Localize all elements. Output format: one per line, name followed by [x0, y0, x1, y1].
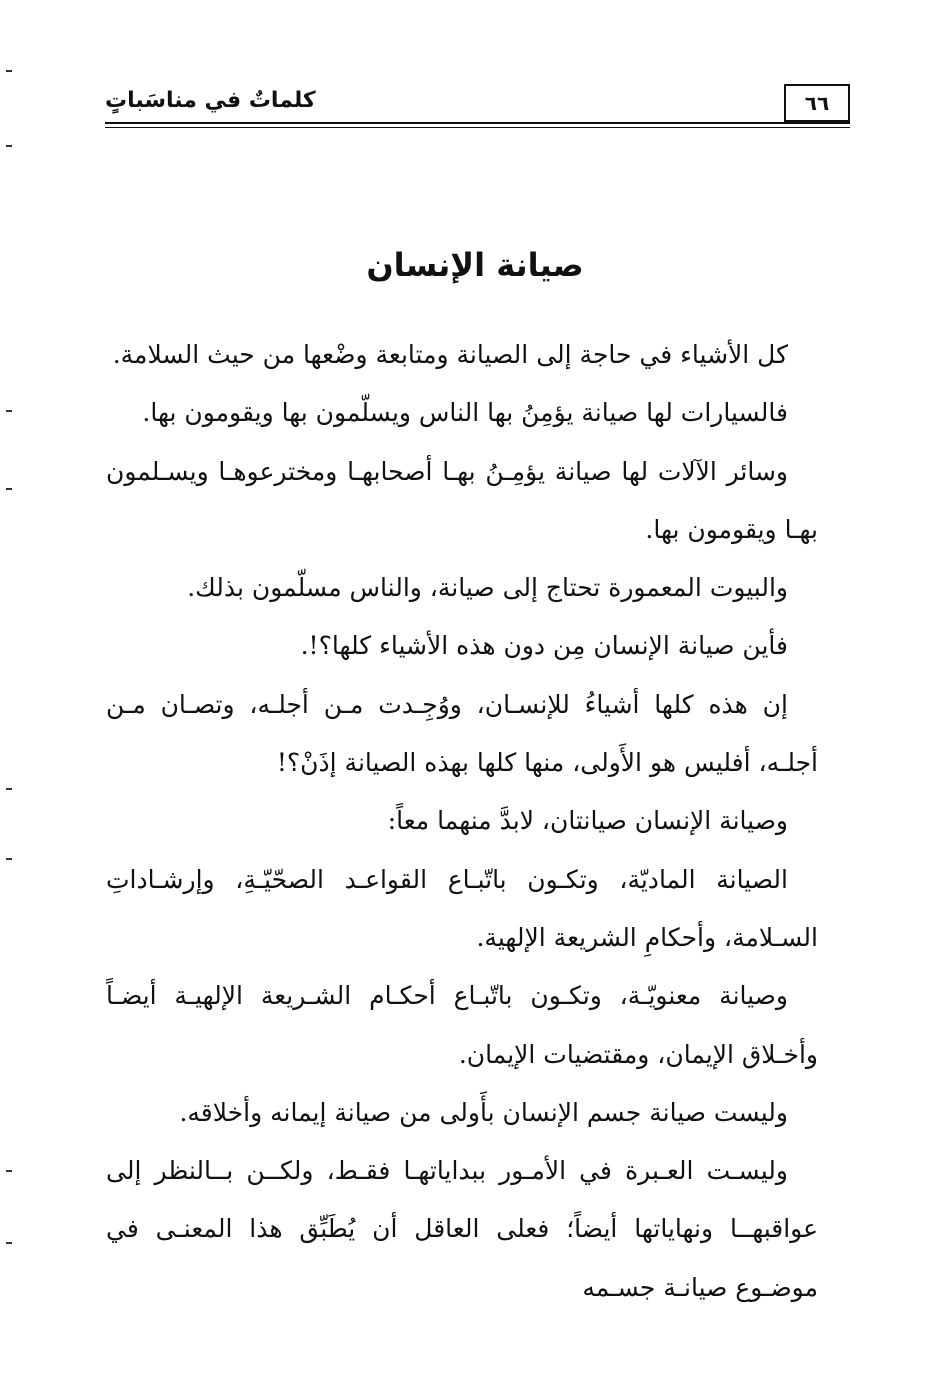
paragraph: وليسـت العـبرة في الأمـور ببداياتهـا فقـط، ولكــن بــالنظر إلى عواقبهــا ونهاياتها أيضاً؛ فعلى العاقل أن يُطَبِّق هذا المعنـى في موضـوع صيانـة جسـمه [106, 1156, 818, 1302]
scan-mark [6, 788, 12, 790]
scan-mark [6, 410, 12, 412]
scan-mark [6, 858, 12, 860]
header-rule [105, 122, 850, 124]
paragraph: فالسيارات لها صيانة يؤمِنُ بها الناس ويسلّمون بها ويقومون بها. [142, 398, 788, 428]
body-text [106, 326, 818, 1317]
paragraph: الصيانة الماديّة، وتكـون باتّبـاع القواعـد الصحّيّـةِ، وإرشـاداتِ السـلامة، وأحكامِ الشريعة الإلهية. [106, 864, 818, 952]
paragraph: وصيانة معنويّـة، وتكـون باتّبـاع أحكـام الشـريعة الإلهيـة أيضـاً وأخـلاق الإيمان، ومقتضيات الإيمان. [106, 981, 818, 1069]
chapter-title: صيانة الإنسان [366, 246, 584, 284]
running-header [105, 84, 850, 128]
paragraph: وليست صيانة جسم الإنسان بأَولى من صيانة إيمانه وأخلاقه. [179, 1097, 788, 1127]
paragraph: كل الأشياء في حاجة إلى الصيانة ومتابعة وضْعها من حيث السلامة. [112, 340, 788, 369]
page-number: ٦٦ [784, 84, 850, 122]
paragraph: فأين صيانة الإنسان مِن دون هذه الأشياء كلها؟!. [300, 631, 788, 661]
scan-mark [6, 145, 12, 147]
paragraph: والبيوت المعمورة تحتاج إلى صيانة، والناس مسلّمون بذلك. [187, 573, 788, 603]
paragraph: وصيانة الإنسان صيانتان، لابدَّ منهما معاً: [387, 806, 788, 836]
scan-mark [6, 488, 12, 490]
scan-mark [6, 70, 12, 72]
header-rule-thin [105, 127, 850, 128]
paragraph: وسائر الآلات لها صيانة يؤمِـنُ بهـا أصحابهـا ومخترعوهـا ويسـلمون بهـا ويقومون بها. [106, 456, 818, 544]
scan-mark [6, 1170, 12, 1172]
paragraph: إن هذه كلها أشياءُ للإنسـان، ووُجِـدت مـن أجلـه، وتصـان مـن أجلـه، أفليس هو الأَولى، منها كلها بهذه الصيانة إذَنْ؟! [106, 689, 818, 778]
scan-mark [6, 1242, 12, 1244]
running-title: كلماتٌ في مناسَباتٍ [105, 88, 316, 113]
